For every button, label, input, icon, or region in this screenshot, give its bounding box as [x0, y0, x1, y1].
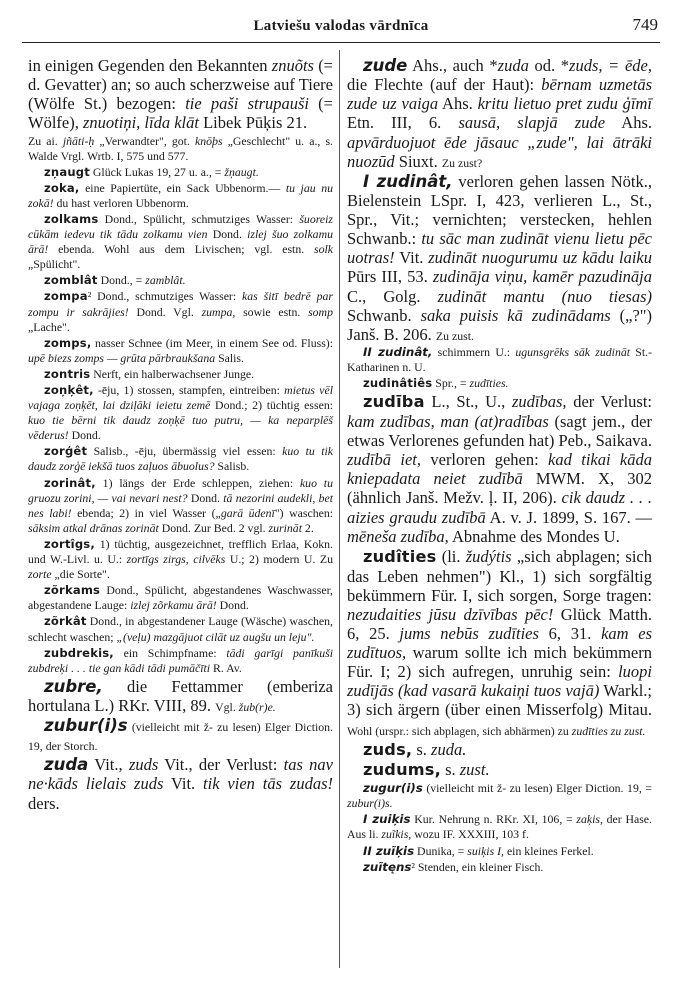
- example-text: izlej šuo zolkamu ārā!: [28, 227, 334, 257]
- dictionary-entry: [28, 755, 333, 812]
- entry-text: Ahs.: [438, 94, 478, 114]
- example-text: kuo tie bērni tik daudz zoņķē tuo putru, — ka neparplēš vēderus!: [28, 413, 333, 443]
- entry-text: Zu ai.: [28, 133, 63, 148]
- entry-text: „Geschlecht" u. a., s. Walde Vrgl. Wrtb. I, 575 und 577.: [28, 133, 334, 163]
- dictionary-entry: [28, 181, 333, 211]
- example-text: žņaugt.: [224, 164, 259, 179]
- entry-text: Salis.: [215, 350, 244, 365]
- dictionary-entry: [28, 476, 333, 536]
- entry-text: Dond.: [187, 490, 224, 505]
- entry-text: Vit.: [163, 774, 204, 794]
- dictionary-entry: [28, 289, 333, 334]
- dictionary-entry: [28, 583, 333, 613]
- example-text: garā ūdenī: [220, 505, 275, 520]
- entry-text: „Verwandter", got.: [94, 133, 196, 148]
- entry-text: 2.: [301, 520, 314, 535]
- dictionary-entry: [347, 781, 652, 811]
- dictionary-entry: [28, 273, 333, 288]
- entry-text: „Lache".: [28, 319, 70, 334]
- entry-text: Etn. III, 6.: [347, 113, 459, 133]
- entry-text: R. Av.: [210, 660, 242, 675]
- etymology-note: Zu zust.: [435, 328, 474, 343]
- entry-text: L., St., U.,: [424, 392, 512, 412]
- entry-text: Siuxt.: [394, 151, 442, 171]
- example-text: zortīgs zirgs, cilvēks: [126, 552, 226, 567]
- headword: zuĩtęns: [363, 859, 412, 874]
- entry-text: U.; 2) modern U. Zu: [225, 552, 333, 567]
- entry-text: sowie estn.: [235, 304, 309, 319]
- example-text: zubur(i)s.: [347, 796, 393, 811]
- headword: zubur(i)s: [44, 716, 128, 736]
- example-text: sāksim atkal drānas zorināt: [28, 520, 159, 535]
- headword: zolkams: [44, 211, 99, 226]
- entry-text: Dond.: [207, 227, 248, 242]
- entry-text: nasser Schnee (im Meer, in einem See od. Fluss):: [91, 335, 333, 350]
- entry-text: der Verlust:: [566, 392, 652, 412]
- example-text: nezudaities jūsu dzīvības pēc!: [347, 604, 554, 624]
- example-text: tā nezorini audekli, bet nes labi!: [28, 490, 333, 520]
- example-text: zudības,: [511, 392, 567, 412]
- dictionary-entry: [28, 614, 333, 644]
- entry-text: Libek Pūķis 21.: [198, 113, 308, 133]
- dictionary-entry: [28, 677, 333, 715]
- entry-text: ² Dond., schmutziges Wasser:: [87, 289, 243, 304]
- dictionary-entry: [28, 716, 333, 754]
- column-divider: [339, 50, 340, 968]
- headword: zõrkams: [44, 583, 101, 598]
- entry-text: verloren gehen:: [421, 450, 549, 470]
- headword: zudinâtiês: [363, 376, 433, 391]
- etymology-note: (vielleicht mit ž- zu lesen) Elger Diction. 19, der Storch.: [28, 720, 333, 754]
- entry-text: ein Schimpfname:: [113, 645, 227, 660]
- example-text: apvārduojuot ēde jāsauc „zude", lai ātrāki nuozūd: [347, 132, 652, 171]
- example-text: „(veļu) mazgājuot cilāt uz augšu un leju".: [116, 629, 315, 644]
- example-text: jñāti-ḥ: [62, 133, 95, 148]
- entry-text: Abnahme des Mondes U.: [448, 526, 620, 546]
- example-text: mietus vēl vajaga zoņķēt, lai dziļāki ieietu zemē: [28, 383, 334, 413]
- example-text: luopi zudījās (kad vasarā kukaiņi tuos vajā): [347, 662, 652, 701]
- entry-text: verloren gehen lassen Nötk., Bielenstein LSpr. I, 423, verlieren L., St., Spr., Vit.; vernichten; verstecken, hehlen Schwanb.:: [347, 171, 652, 249]
- example-text: upē biezs zomps — grūta pārbraukšana: [28, 350, 216, 365]
- entry-text: eine Papiertüte, ein Sack Ubbenorm.—: [79, 180, 286, 195]
- entry-text: Vit., der Verlust:: [158, 755, 284, 775]
- headword: zomblât: [44, 273, 98, 288]
- example-text: suiķis I,: [467, 843, 504, 858]
- entry-text: Schwanb.: [347, 305, 421, 325]
- entry-text: (sagt jem., der etwas Verlorenes gefunden hat) Peb., Saikava.: [347, 411, 652, 451]
- example-text: sausā, slapjā zude: [458, 113, 606, 133]
- etymology-note: Zu zust?: [441, 155, 483, 170]
- example-text: izlej zõrkamu ārā!: [130, 598, 217, 613]
- example-text: kuo tu gruozu zorini, — vai nevari nest?: [28, 475, 333, 505]
- headword: zude: [363, 56, 408, 75]
- example-text: kuo tu tik daudz zorģē iekšā tuos zaļuos ābuolus?: [28, 444, 333, 474]
- example-text: znuotiņi, līda klāt: [82, 113, 199, 133]
- etymology-note: zudīties zu zust.: [571, 723, 646, 738]
- entry-text: 1) tüchtig, ausgezeichnet, trefflich Erlaa, Kokn. und W.-Livl. u. U.:: [28, 536, 333, 567]
- headword: zoņķêt,: [44, 383, 94, 397]
- entry-text: od. *: [528, 56, 570, 75]
- etymology-note: žub(r)e.: [238, 699, 276, 714]
- etymology-note: Vgl.: [215, 699, 239, 714]
- entry-text: die Flechte (auf der Haut):: [347, 75, 542, 95]
- headword: zomps,: [44, 335, 92, 350]
- example-text: zust.: [459, 760, 490, 780]
- headword: zuda: [44, 755, 89, 775]
- headword: zudîties: [363, 546, 437, 566]
- dictionary-entry: [347, 56, 652, 171]
- entry-text: ebenda. Wohl aus dem Livischen; vgl. estn.: [48, 242, 314, 257]
- entry-text: Dond. Vgl.: [128, 304, 202, 319]
- example-text: znuõts: [271, 56, 314, 75]
- example-text: tik vien tās zudas!: [203, 774, 333, 794]
- entry-text: (= d. Gevatter) an; so auch scherzweise auf Tiere (Wölfe St.) bezogen:: [28, 56, 333, 114]
- dictionary-entry: [347, 547, 652, 739]
- example-text: zudināt mantu (nuo tiesas): [437, 286, 652, 306]
- example-text: zuda.: [431, 739, 467, 759]
- entry-text: St.-Katharinen n. U.: [347, 344, 652, 374]
- entry-text: Dond.: [216, 598, 249, 613]
- entry-text: Glück Lukas 19, 27 u. a., =: [89, 164, 225, 179]
- example-text: zaķis,: [576, 812, 603, 827]
- dictionary-entry: [347, 812, 652, 842]
- headword: zudums,: [363, 760, 441, 780]
- example-text: zamblât.: [145, 273, 186, 288]
- example-text: zudināt nuogurumu uz kādu laiku: [428, 248, 653, 268]
- entry-text: warum sollte ich mich bekümmern Für. I; 2) sich aufregen, unruhig sein:: [347, 643, 652, 682]
- entry-text: die Fettammer (emberiza hortulana L.) RKr. VIII, 89.: [28, 676, 333, 715]
- example-text: tādi garīgi panīkuši zubdreķi . . . tie gan kādi tādi pumāčīti: [28, 645, 333, 675]
- entry-text: Dond., Spülicht, abgestandenes Waschwasser, abgestandene Lauge:: [28, 583, 333, 613]
- example-text: šuoreiz cūkām iedevu tik tādu zolkamu vien: [28, 211, 333, 242]
- example-text: tu jau nu zokā!: [28, 180, 333, 210]
- dictionary-entry: [347, 172, 652, 344]
- entry-text: -ēju, 1) stossen, stampfen, eintreiben:: [93, 383, 285, 397]
- headword: I zuiķis: [363, 812, 411, 827]
- dictionary-entry: [28, 56, 333, 133]
- entry-text: s.: [440, 760, 460, 780]
- headword: zõrkât: [44, 614, 87, 629]
- example-text: kad tikai kāda kniepadata neiet zudībā: [347, 450, 652, 489]
- entry-text: Dond.: [68, 428, 101, 443]
- example-text: somp: [308, 304, 333, 319]
- entry-text: in einigen Gegenden den Bekannten: [28, 56, 272, 75]
- headword: zompa: [44, 289, 88, 304]
- entry-text: wozu IF. XXXIII, 103 f.: [411, 827, 529, 842]
- example-text: cik daudz . . . aizies graudu zudībā: [347, 488, 652, 527]
- entry-text: schimmern U.:: [432, 344, 516, 359]
- example-text: jums nebūs zudīties: [399, 623, 539, 643]
- entry-text: ") waschen:: [274, 505, 334, 520]
- example-text: kam es zudītuos,: [347, 623, 653, 663]
- example-text: zuda: [497, 56, 529, 75]
- entry-text: ein kleines Ferkel.: [504, 843, 594, 858]
- headword: zortîgs,: [44, 536, 95, 551]
- headword: zoka,: [44, 180, 80, 195]
- dictionary-entry: [347, 760, 652, 780]
- example-text: kam zudības, man (at)radības: [347, 411, 549, 431]
- example-text: bērnam uzmetās zude uz vaiga: [347, 75, 652, 114]
- example-text: ugunsgrēks sāk zudināt: [515, 344, 631, 359]
- example-text: žudýtis: [465, 546, 512, 566]
- entry-text: A. v. J. 1899, S. 167. —: [485, 507, 652, 527]
- dictionary-entry: [28, 134, 333, 164]
- entry-text: ² Stenden, ein kleiner Fisch.: [411, 859, 544, 874]
- entry-text: Ahs.: [605, 113, 652, 133]
- entry-text: Vit.: [394, 248, 429, 268]
- entry-text: Dond.; 2) tüchtig essen:: [210, 398, 333, 413]
- entry-text: s.: [412, 739, 432, 759]
- headword: zubre,: [44, 676, 103, 696]
- entry-text: („?") Janš. B. 206.: [347, 305, 653, 344]
- example-text: zuds: [128, 755, 159, 775]
- dictionary-entry: [347, 844, 652, 859]
- dictionary-entry: [28, 165, 333, 180]
- entry-text: Nerft, ein halberwachsener Junge.: [90, 366, 255, 381]
- dictionary-entry: [28, 444, 333, 474]
- entry-text: Ahs., auch *: [407, 56, 498, 75]
- headword: zņaugt: [44, 164, 90, 179]
- dictionary-entry: [347, 740, 652, 760]
- entry-text: „Spülicht".: [28, 257, 81, 272]
- entry-text: Spr., =: [432, 376, 470, 391]
- example-text: zorte: [28, 567, 52, 582]
- entry-text: Warkl.; 3) sich ärgern (über einen Misserfolg) Mitau.: [347, 681, 652, 720]
- left-column: [28, 56, 333, 814]
- headword: II zuĩķis: [363, 843, 415, 858]
- entry-text: ders.: [28, 793, 60, 813]
- example-text: zudināja viņu, kamēr pazudināja: [432, 267, 652, 287]
- entry-text: Dunika, =: [414, 843, 468, 858]
- entry-text: du hast verloren Ubbenorm.: [53, 195, 189, 210]
- dictionary-entry: [347, 392, 652, 546]
- entry-text: Salisb.: [214, 459, 250, 474]
- example-text: kas šitī bedrē par zompu ir sakrājies!: [28, 289, 333, 319]
- entry-text: (li.: [436, 546, 466, 566]
- example-text: knōþs: [195, 133, 223, 148]
- example-text: tu sāc man zudināt vienu lietu pēc uotras!: [347, 229, 652, 268]
- dictionary-entry: [347, 376, 652, 391]
- headword: zugur(i)s: [363, 781, 423, 796]
- entry-text: der Hase. Aus li.: [347, 812, 652, 842]
- dictionary-entry: [28, 383, 333, 443]
- example-text: zudīties.: [469, 376, 509, 391]
- dictionary-entry: [28, 212, 333, 272]
- example-text: tie paši strupauši: [185, 94, 309, 114]
- example-text: zuds, = ēde,: [569, 56, 652, 75]
- example-text: zurināt: [268, 520, 302, 535]
- entry-text: Kur. Nehrung n. RKr. XI, 106, =: [410, 812, 577, 827]
- page-header: [22, 14, 660, 43]
- etymology-note: Wohl (urspr.: sich abplagen, sich abhärmen) zu: [347, 723, 572, 738]
- example-text: saka puisis kā zudinādams: [420, 305, 611, 325]
- entry-text: C., Golg.: [347, 286, 438, 306]
- dictionary-entry: [347, 345, 652, 375]
- example-text: kritu lietuo pret zudu ģīmī: [477, 94, 652, 114]
- entry-text: Vit.,: [88, 755, 129, 775]
- entry-text: „die Sorte".: [51, 567, 110, 582]
- example-text: zumpa,: [201, 304, 236, 319]
- dictionary-entry: [28, 646, 333, 676]
- entry-text: Salisb., -ēju, übermässig viel essen:: [87, 444, 283, 459]
- right-column: [347, 56, 652, 876]
- headword: zubdrekis,: [44, 645, 114, 660]
- entry-text: (= Wölfe),: [28, 94, 333, 133]
- entry-text: Dond., Spülicht, schmutziges Wasser:: [98, 211, 300, 226]
- headword: zudība: [363, 392, 425, 412]
- example-text: zudībā iet,: [347, 450, 421, 470]
- dictionary-entry: [347, 860, 652, 875]
- entry-text: 1) längs der Erde schleppen, ziehen:: [95, 475, 300, 490]
- entry-text: Dond., =: [97, 273, 146, 288]
- headword: zorinât,: [44, 475, 96, 490]
- dictionary-entry: [28, 367, 333, 382]
- entry-text: MWM. X, 302 (ähnlich Janš. Mežv. ļ. II, 206).: [347, 469, 652, 508]
- headword: zuds,: [363, 739, 413, 759]
- example-text: tas nav ne·kāds lielais zuds: [28, 755, 333, 794]
- page-number: 749: [632, 15, 658, 34]
- entry-text: (vielleicht mit ž- zu lesen) Elger Diction. 19, =: [422, 781, 652, 796]
- example-text: solk: [313, 242, 333, 257]
- entry-text: 6, 31.: [538, 623, 602, 643]
- entry-text: Dond., in abgestandener Lauge (Wäsche) waschen, schlecht waschen;: [28, 614, 333, 644]
- entry-text: „sich abplagen; sich das Leben nehmen") Kl., 1) sich sorgfältig bekümmern Für. I, sich sorgen, Sorge tragen:: [347, 546, 652, 605]
- dictionary-entry: [28, 336, 333, 366]
- entry-text: Dond. Zur Bed. 2 vgl.: [158, 520, 269, 535]
- headword: zorģêt: [44, 444, 88, 459]
- dictionary-entry: [28, 537, 333, 582]
- example-text: zuĩkis,: [381, 827, 412, 842]
- entry-text: Glück Matth. 6, 25.: [347, 604, 652, 643]
- running-title: Latviešu valodas vārdnīca: [253, 18, 429, 34]
- entry-text: Pūrs III, 53.: [347, 267, 433, 287]
- entry-text: ebenda; 2) in viel Wasser („: [71, 505, 221, 520]
- headword: zontris: [44, 366, 91, 381]
- headword: I zudinât,: [363, 171, 453, 191]
- headword: II zudinât,: [363, 344, 433, 359]
- example-text: mēneša zudība,: [347, 526, 449, 546]
